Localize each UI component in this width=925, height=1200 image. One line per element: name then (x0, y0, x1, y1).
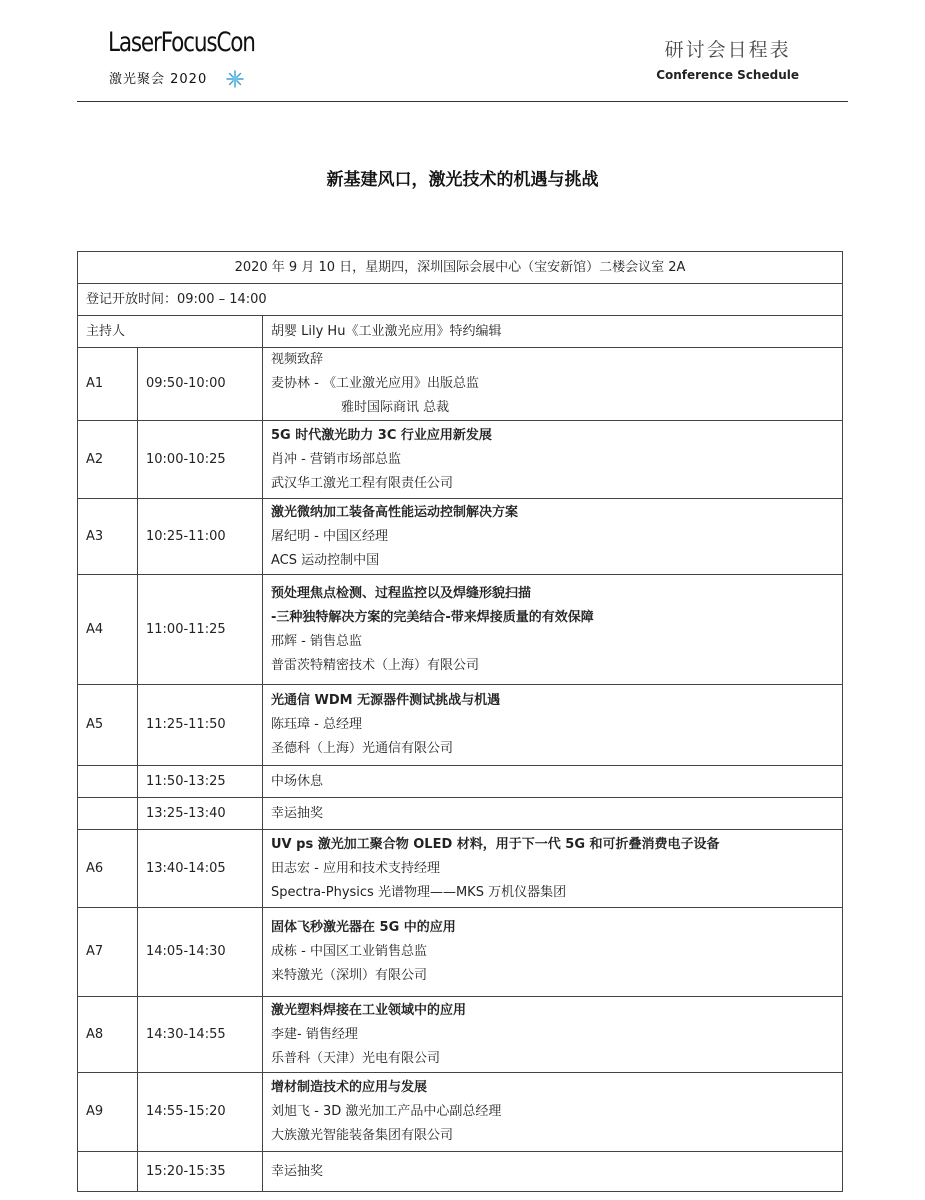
session-time: 09:50-10:00 (138, 348, 263, 421)
table-row (78, 685, 843, 766)
session-topic: 预处理焦点检测、过程监控以及焊缝形貌扫描 (271, 585, 532, 601)
table-row (78, 1073, 843, 1152)
session-id: A1 (78, 348, 138, 421)
session-time: 13:40-14:05 (138, 830, 263, 908)
logo-subtitle: 激光聚会 2020 (109, 72, 208, 87)
session-time: 14:30-14:55 (138, 997, 263, 1073)
session-id (78, 798, 138, 830)
session-details (263, 908, 843, 997)
session-speaker: 肖冲 - 营销市场部总监 (271, 451, 401, 467)
schedule-table (77, 251, 843, 1192)
host-value: 胡婴 Lily Hu《工业激光应用》特约编辑 (263, 316, 843, 348)
session-topic: 固体飞秒激光器在 5G 中的应用 (271, 920, 456, 935)
session-time: 11:00-11:25 (138, 575, 263, 685)
table-row (78, 830, 843, 908)
session-details (263, 421, 843, 499)
session-topic: 增材制造技术的应用与发展 (271, 1080, 428, 1095)
date-venue-row (78, 252, 843, 284)
session-topic: UV ps 激光加工聚合物 OLED 材料，用于下一代 5G 和可折叠消费电子设备 (271, 836, 720, 852)
table-row (78, 499, 843, 575)
table-row (78, 766, 843, 798)
session-speaker: 邢辉 - 销售总监 (271, 633, 362, 649)
session-speaker: 陈珏璋 - 总经理 (271, 717, 362, 732)
header-divider (77, 101, 848, 102)
logo (108, 27, 255, 98)
document-type-cn: 研讨会日程表 (664, 39, 791, 61)
table-row (78, 997, 843, 1073)
session-id (78, 1152, 138, 1192)
session-time: 11:50-13:25 (138, 766, 263, 798)
session-company: 普雷茨特精密技术（上海）有限公司 (271, 657, 480, 673)
session-speaker: 成栋 - 中国区工业销售总监 (271, 944, 427, 959)
session-details (263, 499, 843, 575)
session-id: A8 (78, 997, 138, 1073)
registration-time: 登记开放时间：09:00 – 14:00 (78, 284, 843, 316)
session-id: A7 (78, 908, 138, 997)
session-company: Spectra-Physics 光谱物理——MKS 万机仪器集团 (271, 884, 567, 900)
session-time: 15:20-15:35 (138, 1152, 263, 1192)
session-topic: 幸运抽奖 (263, 798, 843, 830)
sparkle-icon (226, 70, 244, 88)
session-company: 雅时国际商讯 总裁 (341, 400, 450, 415)
session-id: A9 (78, 1073, 138, 1152)
logo-text: LaserFocusCon (108, 27, 255, 58)
table-row (78, 348, 843, 421)
session-company: 武汉华工激光工程有限责任公司 (271, 475, 454, 491)
session-speaker: 李建- 销售经理 (271, 1026, 358, 1042)
session-id: A4 (78, 575, 138, 685)
session-time: 11:25-11:50 (138, 685, 263, 766)
session-time: 10:00-10:25 (138, 421, 263, 499)
session-speaker: 田志宏 - 应用和技术支持经理 (271, 860, 440, 876)
document-type (656, 38, 799, 84)
host-label: 主持人 (78, 316, 263, 348)
session-details (263, 1073, 843, 1152)
session-details (263, 575, 843, 685)
session-details (263, 997, 843, 1073)
session-company: 圣德科（上海）光通信有限公司 (271, 741, 454, 756)
session-topic-continued: -三种独特解决方案的完美结合-带来焊接质量的有效保障 (271, 609, 594, 625)
document-type-en: Conference Schedule (656, 68, 799, 82)
session-topic: 幸运抽奖 (263, 1152, 843, 1192)
session-time: 14:55-15:20 (138, 1073, 263, 1152)
table-row (78, 908, 843, 997)
table-row (78, 1152, 843, 1192)
session-id (78, 766, 138, 798)
session-topic: 视频致辞 (271, 352, 324, 367)
session-topic: 光通信 WDM 无源器件测试挑战与机遇 (271, 693, 501, 708)
table-row (78, 421, 843, 499)
session-time: 13:25-13:40 (138, 798, 263, 830)
session-id: A6 (78, 830, 138, 908)
session-speaker: 刘旭飞 - 3D 激光加工产品中心副总经理 (271, 1104, 502, 1119)
host-row (78, 316, 843, 348)
session-topic: 激光塑料焊接在工业领域中的应用 (271, 1002, 467, 1018)
session-topic: 中场休息 (263, 766, 843, 798)
session-id: A5 (78, 685, 138, 766)
session-topic: 激光微纳加工装备高性能运动控制解决方案 (271, 504, 519, 520)
session-details (263, 348, 843, 421)
session-id: A3 (78, 499, 138, 575)
session-details (263, 685, 843, 766)
page-title: 新基建风口，激光技术的机遇与挑战 (326, 170, 599, 190)
session-company: 乐普科（天津）光电有限公司 (271, 1050, 441, 1066)
session-details (263, 830, 843, 908)
session-speaker: 屠纪明 - 中国区经理 (271, 528, 388, 544)
session-topic: 5G 时代激光助力 3C 行业应用新发展 (271, 427, 492, 443)
registration-row (78, 284, 843, 316)
session-speaker: 麦协林 - 《工业激光应用》出版总监 (271, 376, 479, 391)
session-time: 10:25-11:00 (138, 499, 263, 575)
session-time: 14:05-14:30 (138, 908, 263, 997)
date-venue: 2020 年 9 月 10 日，星期四，深圳国际会展中心（宝安新馆）二楼会议室 2A (78, 252, 843, 284)
session-company: ACS 运动控制中国 (271, 552, 380, 568)
session-company: 大族激光智能装备集团有限公司 (271, 1128, 454, 1143)
table-row (78, 798, 843, 830)
session-company: 来特激光（深圳）有限公司 (271, 968, 428, 983)
session-id: A2 (78, 421, 138, 499)
table-row (78, 575, 843, 685)
